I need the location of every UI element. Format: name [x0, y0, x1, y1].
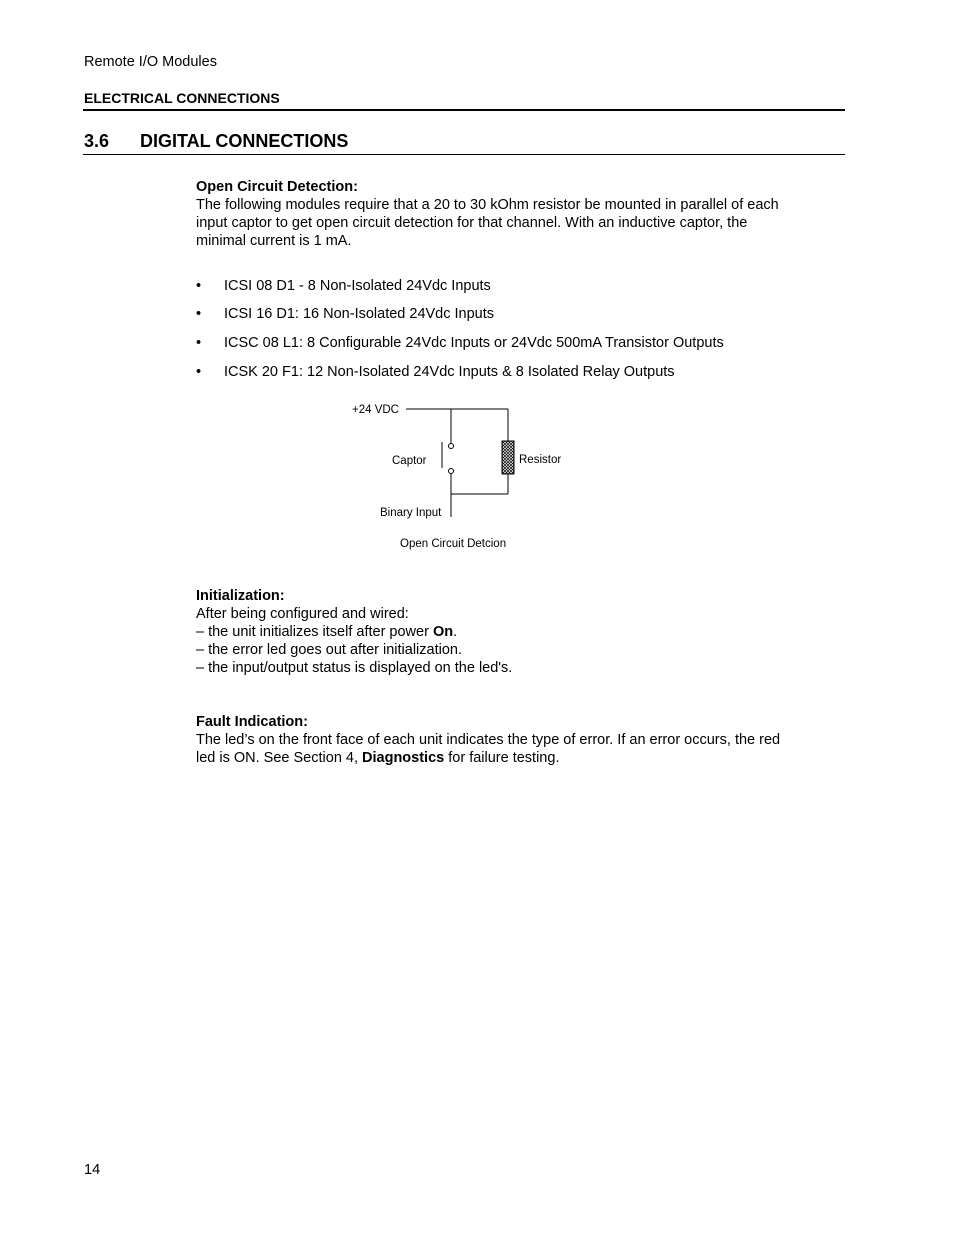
open-circuit-line-2: input captor to get open circuit detection for that channel. With an inductive captor, the: [196, 215, 748, 231]
captor-contact-bottom: [449, 469, 454, 474]
initialization-item-2: – the error led goes out after initialization.: [196, 642, 462, 658]
initialization-block: [196, 587, 836, 677]
module-entry: ICSK 20 F1: 12 Non-Isolated 24Vdc Inputs & 8 Isolated Relay Outputs: [224, 364, 675, 380]
bullet-icon: •: [196, 278, 202, 294]
page-number: 14: [84, 1162, 101, 1178]
chapter-label: ELECTRICAL CONNECTIONS: [84, 90, 280, 106]
initialization-item-1: – the unit initializes itself after power On.: [196, 624, 458, 640]
resistor-label: Resistor: [519, 454, 562, 466]
header-divider: [83, 109, 845, 111]
open-circuit-line-3: minimal current is 1 mA.: [196, 233, 352, 249]
fault-indication-block: [196, 713, 836, 767]
bullet-icon: •: [196, 364, 202, 380]
captor-label: Captor: [392, 455, 427, 467]
open-circuit-line-1: The following modules require that a 20 to 30 kOhm resistor be mounted in parallel of each: [196, 197, 779, 213]
supply-label: +24 VDC: [352, 404, 399, 416]
section-divider: [83, 154, 845, 155]
module-entry: ICSC 08 L1: 8 Configurable 24Vdc Inputs or 24Vdc 500mA Transistor Outputs: [224, 335, 724, 351]
fault-heading: Fault Indication:: [196, 714, 308, 730]
open-circuit-heading: Open Circuit Detection:: [196, 179, 358, 195]
section-title: DIGITAL CONNECTIONS: [140, 131, 349, 151]
section-number: 3.6: [84, 131, 110, 151]
initialization-intro: After being configured and wired:: [196, 606, 409, 622]
open-circuit-diagram: [340, 396, 580, 556]
initialization-item-3: – the input/output status is displayed on the led's.: [196, 660, 513, 676]
resistor-symbol: [502, 441, 514, 474]
initialization-heading: Initialization:: [196, 588, 285, 604]
binary-input-label: Binary Input: [380, 507, 442, 519]
module-entry: ICSI 16 D1: 16 Non-Isolated 24Vdc Inputs: [224, 306, 495, 322]
module-entry: ICSI 08 D1 - 8 Non-Isolated 24Vdc Inputs: [224, 278, 491, 294]
fault-line-2: led is ON. See Section 4, Diagnostics for failure testing.: [196, 750, 560, 766]
captor-contact-top: [449, 444, 454, 449]
bullet-icon: •: [196, 306, 202, 322]
diagram-caption: Open Circuit Detcion: [400, 538, 507, 550]
fault-line-1: The led’s on the front face of each unit indicates the type of error. If an error occurs, the red: [196, 732, 781, 748]
bullet-icon: •: [196, 335, 202, 351]
open-circuit-block: [196, 178, 836, 250]
running-header-title: Remote I/O Modules: [84, 54, 217, 70]
